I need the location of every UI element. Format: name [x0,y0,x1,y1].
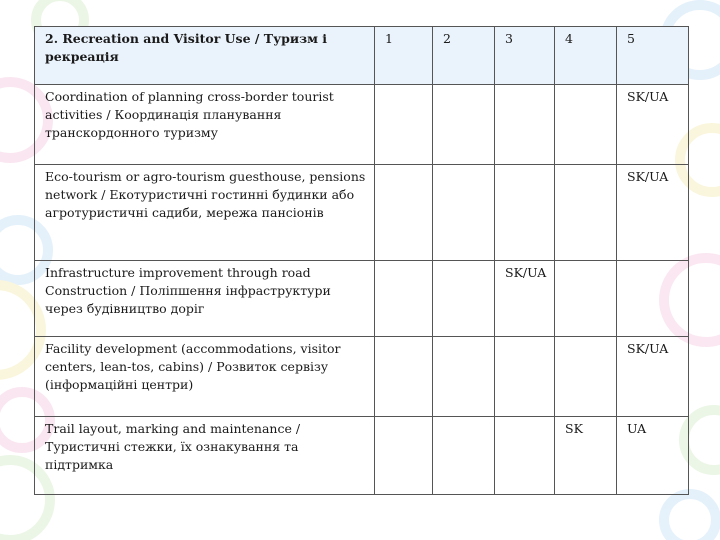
schedule-cell [433,165,495,261]
table-row [35,261,689,337]
column-header-1: 1 [375,27,433,85]
schedule-cell [375,417,433,495]
column-header-5: 5 [617,27,689,85]
schedule-cell: UA [617,417,689,495]
task-label: Trail layout, marking and maintenance / Туристичні стежки, їх ознакування та підтримка [35,417,375,495]
schedule-cell: SK/UA [617,165,689,261]
schedule-cell [495,337,555,417]
column-header-4: 4 [555,27,617,85]
table-row [35,417,689,495]
schedule-cell [495,417,555,495]
schedule-cell: SK [555,417,617,495]
schedule-cell [433,337,495,417]
schedule-cell: SK/UA [617,337,689,417]
column-header-2: 2 [433,27,495,85]
schedule-cell [375,85,433,165]
schedule-cell [555,165,617,261]
schedule-cell [433,85,495,165]
schedule-cell [375,261,433,337]
task-label: Infrastructure improvement through road Construction / Поліпшення інфраструктури через будівництво доріг [35,261,375,337]
schedule-cell [433,417,495,495]
schedule-cell [495,85,555,165]
table-row [35,165,689,261]
schedule-cell [375,337,433,417]
schedule-cell [555,85,617,165]
table-row [35,85,689,165]
schedule-cell [433,261,495,337]
table-row [35,337,689,417]
schedule-cell [555,337,617,417]
schedule-cell [495,165,555,261]
section-title: 2. Recreation and Visitor Use / Туризм і рекреація [35,27,375,85]
header-row [35,27,689,85]
schedule-cell [375,165,433,261]
schedule-cell: SK/UA [617,85,689,165]
plan-table [34,26,689,495]
schedule-cell: SK/UA [495,261,555,337]
task-label: Coordination of planning cross-border tourist activities / Координація планування транскордонного туризму [35,85,375,165]
column-header-3: 3 [495,27,555,85]
task-label: Eco-tourism or agro-tourism guesthouse, pensions network / Екотуристичні гостинні будинки або агротуристичні садиби, мережа пансіонів [35,165,375,261]
task-label: Facility development (accommodations, visitor centers, lean-tos, cabins) / Розвиток сервізу (інформаційні центри) [35,337,375,417]
schedule-cell [617,261,689,337]
schedule-cell [555,261,617,337]
